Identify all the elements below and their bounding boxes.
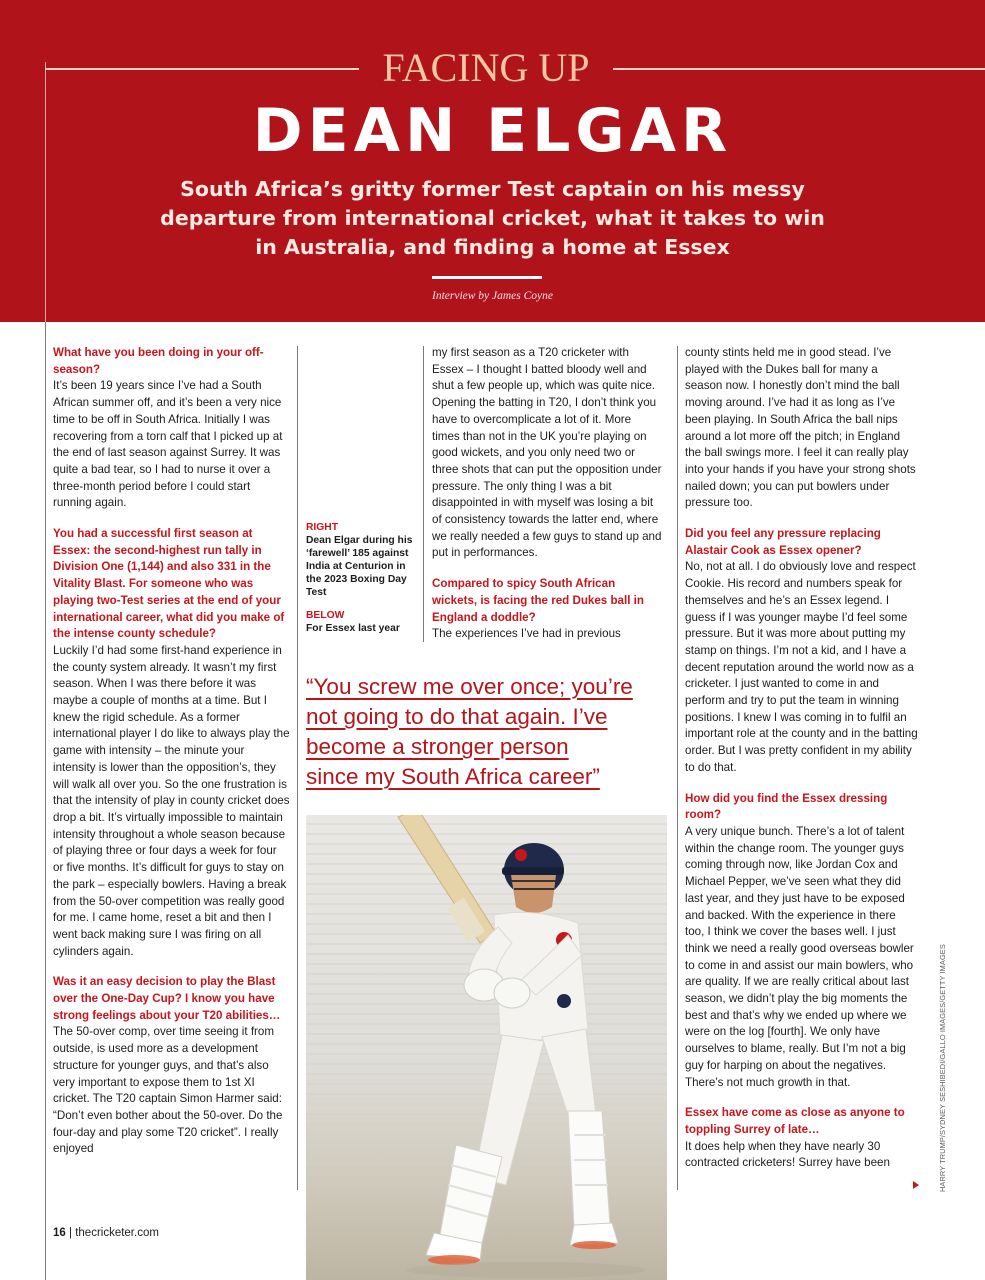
answer: county stints held me in good stead. I’ve played with the Dukes ball for many a season now. I honestly don’t mind the ball moving around. I’ve had it as long as I’ve been playing. In South Africa the ball nips around a lot more off the pitch; in England the ball swings more. I feel it can really play into your hands if you have your strong shots nailed down; you can put bowlers under pressure too. <box>685 346 916 510</box>
kicker: FACING UP <box>382 45 590 90</box>
caption-label-below: BELOW <box>306 610 345 621</box>
caption-text-right: Dean Elgar during his ‘farewell’ 185 against India at Centurion in the 2023 Boxing Day Test <box>306 535 413 598</box>
qa-block <box>685 526 918 777</box>
answer: Luckily I’d had some first-hand experience in the county system already. It wasn’t my first season. When I was there before it was maybe a couple of months at a time. But I knew the rigid schedule. As a former international player I do like to always play the game with intensity – the minute your intensity is lower than the opposition’s, they will walk all over you. So the one frustration is that the intensity of play in county cricket does drop a bit. It’s virtually impossible to maintain intensity throughout a whole season because of playing three or four days a week for four or five months. It’s difficult for guys to stay on the park – especially bowlers. Having a break from the 50-over competition was really good for me. I came home, reset a bit and then I went back making sure I was firing on all cylinders again. <box>53 643 290 958</box>
question: What have you been doing in your off-season? <box>53 346 264 376</box>
player-photo <box>306 815 667 1280</box>
page-number: 16 <box>53 1227 66 1239</box>
question: Did you feel any pressure replacing Alastair Cook as Essex opener? <box>685 527 881 557</box>
continued-arrow-icon <box>913 1181 919 1189</box>
question: How did you find the Essex dressing room? <box>685 791 888 822</box>
byline: Interview by James Coyne <box>431 290 554 302</box>
photo-captions <box>306 521 418 645</box>
pull-quote <box>306 672 668 792</box>
answer: It’s been 19 years since I’ve had a South African summer off, and it’s been a very nice time to be off in South Africa. Initially I was recovering from a torn calf that I picked up at the end of last season against Surrey. It was quite a bad tear, so I had to nurse it over a three-month period before I could start running again. <box>53 379 283 510</box>
caption-label-right: RIGHT <box>306 522 339 533</box>
standfirst: South Africa’s gritty former Test captain on his messy departure from international cricket, what it takes to win in Australia, and finding a home at Essex <box>160 177 825 259</box>
question: Essex have come as close as anyone to toppling Surrey of late… <box>685 1106 905 1136</box>
answer: A very unique bunch. There’s a lot of talent within the change room. The younger guys coming through now, like Jordan Cox and Michael Pepper, we’ve seen what they did last year, and they just have to be exposed and backed. With the experience in there too, I think we cover the bases well. I just think we need a really good overseas bowler to come in and assist our main bowlers, who are quality. If we are really critical about last season, we didn’t play the big moments the best and that’s why we ended up where we were on the log [fourth]. We only have ourselves to blame, really. But I’m not a big guy for harping on about the negatives. There’s not much growth in that. <box>685 824 914 1089</box>
answer: It does help when they have nearly 30 contracted cricketers! Surrey have been <box>685 1139 890 1170</box>
answer: my first season as a T20 cricketer with Essex – I thought I batted bloody well and shut a few people up, which was quite nice. Opening the batting in T20, I don’t think you have to overcomplicate a lot of it. More times than not in the UK you’re playing on good wickets, and you only need two or three shots that can put the opposition under pressure. The only thing I was a bit disappointed in with myself was losing a bit of consistency towards the latter end, where we really needed a few guys to stand up and put in performances. <box>432 346 662 560</box>
column-divider <box>677 346 678 1190</box>
question: You had a successful first season at Essex: the second-highest run tally in Division One (1,144) and also 331 in the Vitality Blast. For someone who was playing two-Test series at the end of your international career, what did you make of the intense county schedule? <box>53 527 285 641</box>
pull-quote-line: since my South Africa career” <box>306 764 600 789</box>
footer-separator: | <box>69 1227 72 1239</box>
qa-block <box>432 576 662 643</box>
column-divider <box>423 346 424 642</box>
answer: The experiences I’ve had in previous <box>432 627 621 641</box>
answer: The 50-over comp, over time seeing it from outside, is used more as a development structure for younger guys, and that’s also very important to expose them to 1st XI cricket. The T20 captain Simon Harmer said: “Don’t even bother about the 50-over. Do the four-day and play some T20 cricket”. I really enjoyed <box>53 1025 283 1156</box>
footer-site-link[interactable]: thecricketer.com <box>75 1227 159 1239</box>
qa-block <box>432 345 662 562</box>
pull-quote-line: not going to do that again. I’ve <box>306 704 608 729</box>
standfirst-divider <box>432 276 542 279</box>
kicker-rule-right <box>613 68 985 70</box>
column-3 <box>432 345 662 657</box>
headline: DEAN ELGAR <box>252 96 733 166</box>
photo-credit-text: HARRY TRUMP/SYDNEY SESHIBEDI/GALLO IMAGES/GETTY IMAGES <box>938 944 947 1192</box>
kicker-row <box>0 44 985 94</box>
pull-quote-line: become a stronger person <box>306 734 569 759</box>
page-margin-rule <box>45 322 46 1280</box>
qa-block <box>685 791 918 1092</box>
photo-credit <box>927 944 947 1192</box>
qa-block <box>685 345 918 512</box>
answer: No, not at all. I do obviously love and respect Cookie. His record and numbers speak for themselves and he’s an Essex legend. I guess if I was younger maybe I’d feel some pressure. But it was more about putting my stamp on things. I’m not a kid, and I have a decent reputation around the world now as a cricketer. I just wanted to come in and perform and try to put the team in winning positions. I knew I was coming in to fulfil an important role at the county and in the batting order. But I was pretty confident in my ability to do that. <box>685 560 918 774</box>
pull-quote-line: “You screw me over once; you’re <box>306 674 633 699</box>
header-band <box>0 0 985 322</box>
qa-block <box>53 526 290 960</box>
column-1 <box>53 345 290 1172</box>
column-4 <box>685 345 918 1186</box>
qa-block <box>685 1105 918 1172</box>
column-divider <box>297 346 298 1190</box>
batsman-illustration <box>306 815 667 1280</box>
qa-block <box>53 974 290 1158</box>
question: Compared to spicy South African wickets, is facing the red Dukes ball in England a doddle? <box>432 577 644 624</box>
question: Was it an easy decision to play the Blast over the One-Day Cup? I know you have strong feelings about your T20 abilities… <box>53 975 281 1022</box>
kicker-rule-left <box>45 68 359 70</box>
page-footer <box>53 1227 159 1239</box>
caption-text-below: For Essex last year <box>306 623 400 634</box>
qa-block <box>53 345 290 512</box>
